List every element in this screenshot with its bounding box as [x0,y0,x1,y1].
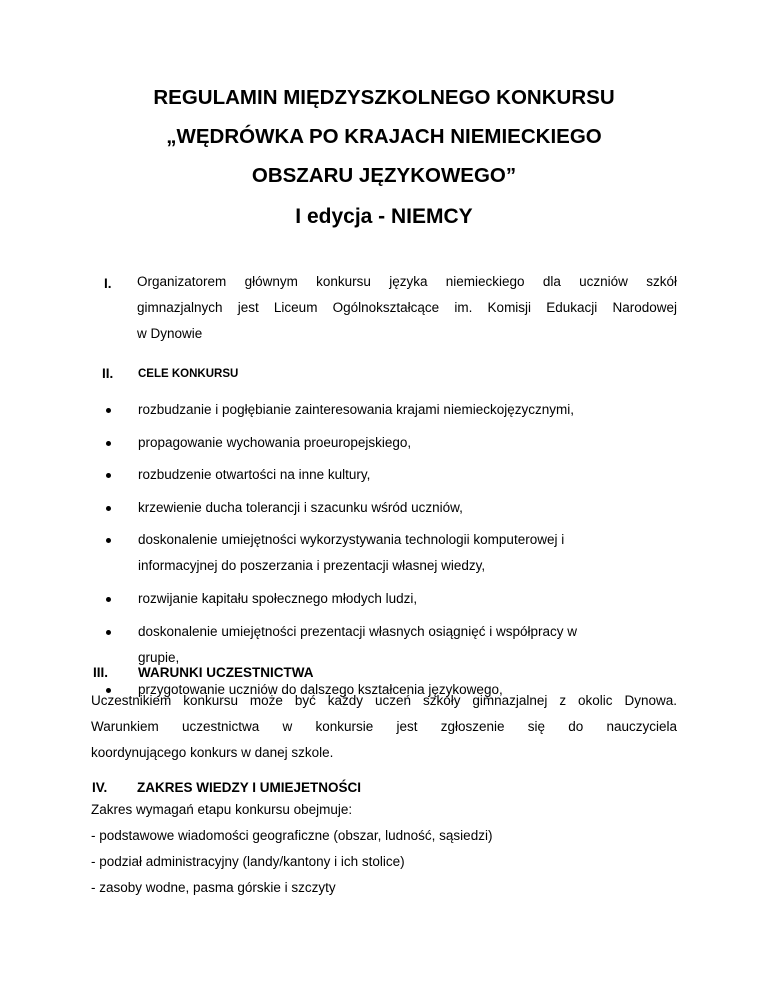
section-1-line: gimnazjalnych jest Liceum Ogólnokształcące im. Komisji Edukacji Narodowej [137,300,677,315]
bullet-icon [106,506,111,511]
section-1-paragraph [137,269,677,347]
section-4-line: - podstawowe wiadomości geograficzne (obszar, ludność, sąsiedzi) [91,828,493,843]
bullet-icon [106,538,111,543]
list-item [92,619,652,671]
bullet-icon [106,630,111,635]
section-1-line: w Dynowie [137,326,203,341]
section-3-line: Uczestnikiem konkursu może być każdy uczeń szkoły gimnazjalnej z okolic Dynowa. [91,693,677,708]
list-item-text: doskonalenie umiejętności prezentacji własnych osiągnięć i współpracy w [138,623,577,639]
edition-subtitle: I edycja - NIEMCY [295,205,473,228]
list-item-text: doskonalenie umiejętności wykorzystywania technologii komputerowej i [138,532,565,548]
list-item-text: informacyjnej do poszerzania i prezentacji własnej wiedzy, [138,558,486,574]
list-item [92,430,652,456]
list-item-text: rozbudzanie i pogłębianie zainteresowania krajami niemieckojęzycznymi, [138,402,574,417]
list-item [92,586,652,612]
section-4-heading: ZAKRES WIEDZY I UMIEJETNOŚCI [137,780,362,795]
section-3-paragraph [91,688,677,766]
bullet-icon [106,441,111,446]
document-title [0,78,768,195]
bullet-icon [106,473,111,478]
title-line-3: OBSZARU JĘZYKOWEGO” [251,164,517,187]
bullet-icon [106,408,111,413]
list-item-text: rozwijanie kapitału społecznego młodych ludzi, [138,590,418,606]
list-item-text: grupie, [138,649,180,665]
section-1-numeral: I. [104,276,112,291]
section-3-heading: WARUNKI UCZESTNICTWA [138,665,314,680]
list-item-text: przygotowanie uczniów do dalszego kształcenia językowego, [138,682,503,698]
list-item-text: rozbudzenie otwartości na inne kultury, [138,467,371,483]
section-3-line: koordynującego konkurs w danej szkole. [91,745,334,760]
list-item [92,462,652,488]
section-1-line: Organizatorem głównym konkursu języka niemieckiego dla uczniów szkół [137,274,677,289]
section-2-heading: CELE KONKURSU [138,368,239,380]
list-item [92,397,652,423]
list-item [92,495,652,521]
section-2-numeral: II. [102,366,114,381]
title-line-2: „WĘDRÓWKA PO KRAJACH NIEMIECKIEGO [166,125,602,148]
section-4-line: - podział administracyjny (landy/kantony i ich stolice) [91,854,405,869]
title-line-1: REGULAMIN MIĘDZYSZKOLNEGO KONKURSU [153,86,615,109]
bullet-icon [106,597,111,602]
section-3-numeral: III. [93,665,109,680]
section-4-numeral: IV. [92,780,108,795]
section-4-line: Zakres wymagań etapu konkursu obejmuje: [91,802,353,817]
section-4-paragraph [91,797,677,901]
list-item-text: propagowanie wychowania proeuropejskiego, [138,434,412,450]
list-item-text: krzewienie ducha tolerancji i szacunku wśród uczniów, [138,499,463,515]
list-item [92,527,652,579]
goals-list [92,397,652,710]
section-4-line: - zasoby wodne, pasma górskie i szczyty [91,880,336,895]
section-3-line: Warunkiem uczestnictwa w konkursie jest zgłoszenie się do nauczyciela [91,719,677,734]
